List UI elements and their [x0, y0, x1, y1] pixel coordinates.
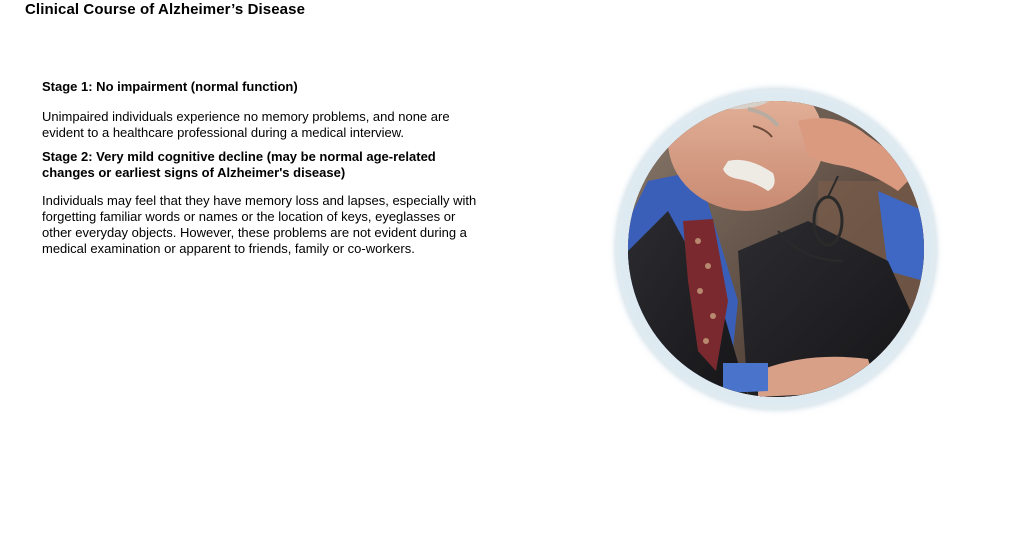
stage-1-heading: Stage 1: No impairment (normal function): [42, 79, 298, 94]
stage-1-body: Unimpaired individuals experience no memory problems, and none are evident to a healthcare professional during a medical interview.: [42, 109, 450, 140]
stage-2-body: Individuals may feel that they have memory loss and lapses, especially with forgetting familiar words or names or the location of keys, eyeglasses or other everyday objects. However, these problems are not evident during a medical examination or apparent to friends, family or co-workers.: [42, 193, 477, 256]
slide-title: Clinical Course of Alzheimer’s Disease: [25, 1, 306, 18]
photo-frame: [615, 88, 937, 410]
stages-text-block: [42, 79, 482, 265]
stage-2-heading: Stage 2: Very mild cognitive decline (may be normal age-related changes or earliest signs of Alzheimer's disease): [42, 149, 436, 180]
elderly-man-photo: [628, 101, 924, 397]
